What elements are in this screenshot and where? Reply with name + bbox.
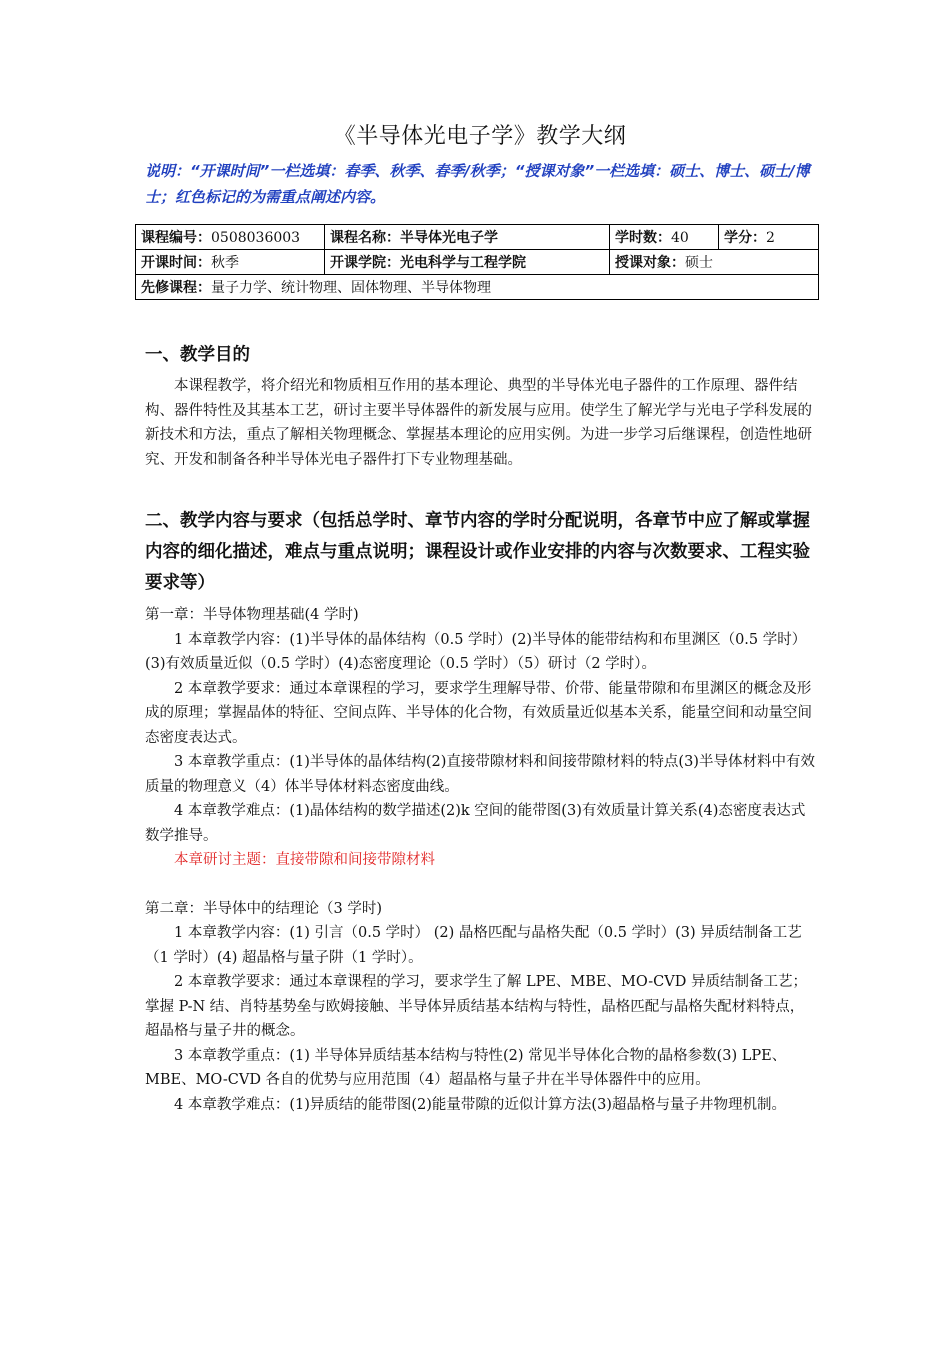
school-label: 开课学院： xyxy=(330,255,400,271)
audience-value: 硕士 xyxy=(685,255,713,271)
term-label: 开课时间： xyxy=(141,255,211,271)
term-cell xyxy=(136,250,325,275)
chapter-2-title: 第二章：半导体中的结理论（3 学时) xyxy=(145,900,382,917)
chapter-1-seminar-topic: 本章研讨主题：直接带隙和间接带隙材料 xyxy=(174,852,435,868)
chapter-2-content: 1 本章教学内容：(1) 引言（0.5 学时） (2) 晶格匹配与晶格失配（0.5 学时）(3) 异质结制备工艺（1 学时）(4) 超晶格与量子阱（1 学时）。 xyxy=(145,925,802,966)
course-code-cell xyxy=(136,225,325,250)
term-value: 秋季 xyxy=(211,255,239,271)
course-code-label: 课程编号： xyxy=(141,230,211,246)
audience-cell xyxy=(610,250,819,275)
prereq-value: 量子力学、统计物理、固体物理、半导体物理 xyxy=(211,280,491,296)
course-name-value: 半导体光电子学 xyxy=(400,230,498,246)
course-name-cell xyxy=(325,225,610,250)
audience-label: 授课对象： xyxy=(615,255,685,271)
chapter-2-difficulties: 4 本章教学难点：(1)异质结的能带图(2)能量带隙的近似计算方法(3)超晶格与量子井物理机制。 xyxy=(174,1096,786,1113)
document-title: 《半导体光电子学》教学大纲 xyxy=(333,124,627,149)
table-row xyxy=(136,275,819,300)
chapter-1-content: 1 本章教学内容：(1)半导体的晶体结构（0.5 学时）(2)半导体的能带结构和布里渊区（0.5 学时）(3)有效质量近似（0.5 学时）(4)态密度理论（0.5 学时）（5）研讨（2 学时）。 xyxy=(145,631,807,672)
chapter-2-requirements: 2 本章教学要求：通过本章课程的学习，要求学生了解 LPE、MBE、MO-CVD 异质结制备工艺；掌握 P-N 结、肖特基势垒与欧姆接触、半导体异质结基本结构与特性，晶格匹配与晶格失配材料特点，超晶格与量子井的概念。 xyxy=(145,974,807,1039)
school-cell xyxy=(325,250,610,275)
prereq-label: 先修课程： xyxy=(141,280,211,296)
hours-cell xyxy=(610,225,719,250)
credits-value: 2 xyxy=(766,230,775,246)
credits-label: 学分： xyxy=(724,230,766,246)
hours-label: 学时数： xyxy=(615,230,671,246)
chapter-1-title: 第一章：半导体物理基础(4 学时) xyxy=(145,607,359,623)
chapter-1-difficulties: 4 本章教学难点：(1)晶体结构的数学描述(2)k 空间的能带图(3)有效质量计算关系(4)态密度表达式数学推导。 xyxy=(145,803,806,844)
syllabus-page xyxy=(141,120,815,1117)
hours-value: 40 xyxy=(671,230,689,246)
table-row xyxy=(136,225,819,250)
credits-cell xyxy=(719,225,819,250)
section-2-heading: 二、教学内容与要求（包括总学时、章节内容的学时分配说明，各章节中应了解或掌握内容的细化描述，难点与重点说明；课程设计或作业安排的内容与次数要求、工程实验要求等） xyxy=(145,511,810,593)
prereq-cell xyxy=(136,275,819,300)
course-code-value: 0508036003 xyxy=(211,230,301,246)
course-info-table xyxy=(135,224,819,300)
chapter-1-key-points: 3 本章教学重点：(1)半导体的晶体结构(2)直接带隙材料和间接带隙材料的特点(3)半导体材料中有效质量的物理意义（4）体半导体材料态密度曲线。 xyxy=(145,754,815,795)
table-row xyxy=(136,250,819,275)
chapter-1-requirements: 2 本章教学要求：通过本章课程的学习，要求学生理解导带、价带、能量带隙和布里渊区的概念及形成的原理；掌握晶体的特征、空间点阵、半导体的化合物，有效质量近似基本关系，能量空间和动量空间态密度表达式。 xyxy=(145,680,812,746)
instruction-note: 说明：“开课时间”一栏选填：春季、秋季、春季/秋季；“授课对象”一栏选填：硕士、博士、硕士/博士；红色标记的为需重点阐述内容。 xyxy=(145,162,810,206)
school-value: 光电科学与工程学院 xyxy=(400,255,526,271)
chapter-2-key-points: 3 本章教学重点：(1) 半导体异质结基本结构与特性(2) 常见半导体化合物的晶格参数(3) LPE、MBE、MO-CVD 各自的优势与应用范围（4）超晶格与量子井在半导体器件中的应用。 xyxy=(145,1047,787,1088)
section-1-heading: 一、教学目的 xyxy=(145,345,250,365)
course-name-label: 课程名称： xyxy=(330,230,400,246)
section-1-body: 本课程教学，将介绍光和物质相互作用的基本理论、典型的半导体光电子器件的工作原理、器件结构、器件特性及其基本工艺，研讨主要半导体器件的新发展与应用。使学生了解光学与光电子学科发展的新技术和方法，重点了解相关物理概念、掌握基本理论的应用实例。为进一步学习后继课程，创造性地研究、开发和制备各种半导体光电子器件打下专业物理基础。 xyxy=(145,378,812,468)
